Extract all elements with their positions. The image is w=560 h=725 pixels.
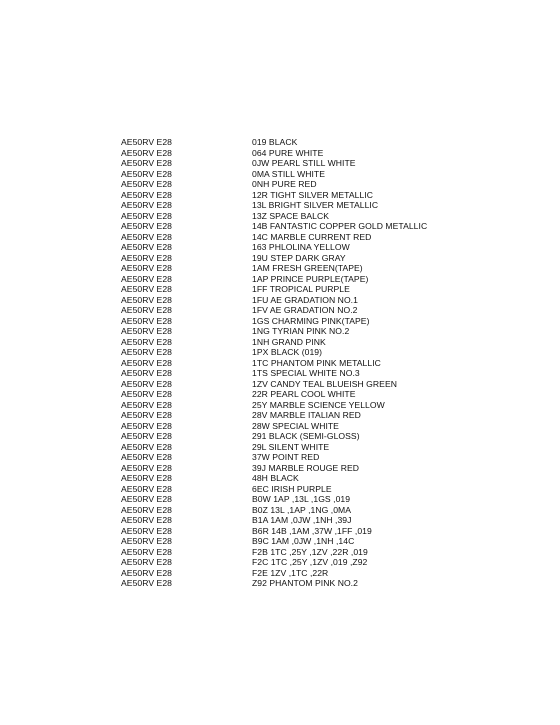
table-row bbox=[121, 211, 451, 222]
model-code-cell: AE50RV E28 bbox=[121, 284, 172, 294]
table-row bbox=[121, 158, 451, 169]
color-code-cell: 1NH GRAND PINK bbox=[252, 336, 326, 347]
color-code-cell: 1TS SPECIAL WHITE NO.3 bbox=[252, 368, 360, 378]
table-row bbox=[121, 316, 451, 327]
table-row bbox=[121, 442, 451, 453]
color-code-cell: F2C 1TC ,25Y ,1ZV ,019 ,Z92 bbox=[252, 557, 368, 567]
model-code-cell: AE50RV E28 bbox=[121, 179, 172, 189]
table-row bbox=[121, 326, 451, 337]
table-row bbox=[121, 473, 451, 484]
color-code-cell: 1FF TROPICAL PURPLE bbox=[252, 284, 350, 294]
color-code-cell: B0W 1AP ,13L ,1GS ,019 bbox=[252, 494, 351, 504]
table-row bbox=[121, 578, 451, 589]
model-code-cell: AE50RV E28 bbox=[121, 536, 172, 546]
table-row bbox=[121, 389, 451, 400]
model-code-cell: AE50RV E28 bbox=[121, 210, 172, 221]
model-code-cell: AE50RV E28 bbox=[121, 326, 172, 336]
table-row bbox=[121, 515, 451, 526]
table-row bbox=[121, 137, 451, 148]
table-row bbox=[121, 368, 451, 379]
table-row bbox=[121, 242, 451, 253]
color-code-cell: B1A 1AM ,0JW ,1NH ,39J bbox=[252, 515, 352, 525]
color-code-cell: 163 PHLOLINA YELLOW bbox=[252, 242, 350, 252]
color-code-cell: F2E 1ZV ,1TC ,22R bbox=[252, 567, 329, 578]
color-code-cell: B9C 1AM ,0JW ,1NH ,14C bbox=[252, 536, 355, 546]
model-code-cell: AE50RV E28 bbox=[121, 221, 172, 231]
model-code-cell: AE50RV E28 bbox=[121, 378, 172, 389]
color-code-cell: 48H BLACK bbox=[252, 473, 299, 483]
model-code-cell: AE50RV E28 bbox=[121, 252, 172, 263]
color-code-cell: F2B 1TC ,25Y ,1ZV ,22R ,019 bbox=[252, 546, 368, 557]
table-row bbox=[121, 505, 451, 516]
color-code-cell: 28W SPECIAL WHITE bbox=[252, 420, 339, 431]
model-code-cell: AE50RV E28 bbox=[121, 410, 172, 420]
table-row bbox=[121, 179, 451, 190]
color-code-cell: 1AP PRINCE PURPLE(TAPE) bbox=[252, 273, 369, 284]
color-code-cell: 14C MARBLE CURRENT RED bbox=[252, 231, 372, 242]
table-row bbox=[121, 358, 451, 369]
color-code-cell: B0Z 13L ,1AP ,1NG ,0MA bbox=[252, 504, 352, 515]
color-code-cell: 22R PEARL COOL WHITE bbox=[252, 389, 356, 399]
color-code-cell: 1PX BLACK (019) bbox=[252, 347, 323, 357]
table-row bbox=[121, 494, 451, 505]
table-row bbox=[121, 232, 451, 243]
color-code-cell: Z92 PHANTOM PINK NO.2 bbox=[252, 578, 358, 588]
color-code-cell: 1ZV CANDY TEAL BLUEISH GREEN bbox=[252, 378, 397, 389]
model-code-cell: AE50RV E28 bbox=[121, 452, 172, 462]
color-code-cell: 13Z SPACE BALCK bbox=[252, 210, 330, 221]
color-code-cell: 19U STEP DARK GRAY bbox=[252, 252, 346, 263]
model-code-cell: AE50RV E28 bbox=[121, 158, 172, 168]
table-row bbox=[121, 284, 451, 295]
color-code-cell: 6EC IRISH PURPLE bbox=[252, 483, 332, 494]
color-code-cell: 1NG TYRIAN PINK NO.2 bbox=[252, 326, 350, 336]
model-code-cell: AE50RV E28 bbox=[121, 347, 172, 357]
color-code-cell: 37W POINT RED bbox=[252, 452, 320, 462]
table-row bbox=[121, 274, 451, 285]
color-code-cell: 291 BLACK (SEMI-GLOSS) bbox=[252, 431, 360, 441]
model-code-cell: AE50RV E28 bbox=[121, 368, 172, 378]
table-row bbox=[121, 568, 451, 579]
model-code-cell: AE50RV E28 bbox=[121, 567, 172, 578]
table-row bbox=[121, 526, 451, 537]
table-row bbox=[121, 263, 451, 274]
color-code-cell: 0NH PURE RED bbox=[252, 179, 317, 189]
table-row bbox=[121, 557, 451, 568]
table-row bbox=[121, 431, 451, 442]
color-code-cell: 1AM FRESH GREEN(TAPE) bbox=[252, 263, 363, 273]
color-code-cell: 1GS CHARMING PINK(TAPE) bbox=[252, 315, 370, 326]
model-code-cell: AE50RV E28 bbox=[121, 336, 172, 347]
model-code-cell: AE50RV E28 bbox=[121, 441, 172, 452]
table-row bbox=[121, 400, 451, 411]
model-code-cell: AE50RV E28 bbox=[121, 389, 172, 399]
color-code-cell: B6R 14B ,1AM ,37W ,1FF ,019 bbox=[252, 525, 372, 536]
model-code-cell: AE50RV E28 bbox=[121, 168, 172, 179]
table-row bbox=[121, 169, 451, 180]
model-code-cell: AE50RV E28 bbox=[121, 137, 172, 147]
table-row bbox=[121, 484, 451, 495]
model-code-cell: AE50RV E28 bbox=[121, 420, 172, 431]
table-row bbox=[121, 379, 451, 390]
model-code-cell: AE50RV E28 bbox=[121, 483, 172, 494]
color-code-cell: 1FU AE GRADATION NO.1 bbox=[252, 294, 358, 305]
model-code-cell: AE50RV E28 bbox=[121, 147, 172, 158]
model-code-cell: AE50RV E28 bbox=[121, 231, 172, 242]
table-row bbox=[121, 452, 451, 463]
table-row bbox=[121, 148, 451, 159]
table-row bbox=[121, 221, 451, 232]
model-code-cell: AE50RV E28 bbox=[121, 242, 172, 252]
color-code-cell: 29L SILENT WHITE bbox=[252, 441, 330, 452]
table-row bbox=[121, 295, 451, 306]
table-row bbox=[121, 305, 451, 316]
table-row bbox=[121, 421, 451, 432]
model-code-cell: AE50RV E28 bbox=[121, 515, 172, 525]
model-code-cell: AE50RV E28 bbox=[121, 273, 172, 284]
color-code-cell: 12R TIGHT SILVER METALLIC bbox=[252, 189, 373, 200]
model-code-cell: AE50RV E28 bbox=[121, 315, 172, 326]
model-code-cell: AE50RV E28 bbox=[121, 200, 172, 210]
model-code-cell: AE50RV E28 bbox=[121, 431, 172, 441]
model-code-cell: AE50RV E28 bbox=[121, 473, 172, 483]
color-code-cell: 064 PURE WHITE bbox=[252, 147, 324, 158]
model-code-cell: AE50RV E28 bbox=[121, 399, 172, 410]
table-row bbox=[121, 190, 451, 201]
table-row bbox=[121, 200, 451, 211]
table-row bbox=[121, 337, 451, 348]
model-code-cell: AE50RV E28 bbox=[121, 557, 172, 567]
model-code-cell: AE50RV E28 bbox=[121, 462, 172, 473]
table-row bbox=[121, 536, 451, 547]
model-code-cell: AE50RV E28 bbox=[121, 357, 172, 368]
color-code-cell: 1FV AE GRADATION NO.2 bbox=[252, 305, 358, 315]
model-code-cell: AE50RV E28 bbox=[121, 494, 172, 504]
model-code-cell: AE50RV E28 bbox=[121, 294, 172, 305]
color-code-cell: 25Y MARBLE SCIENCE YELLOW bbox=[252, 399, 385, 410]
model-code-cell: AE50RV E28 bbox=[121, 263, 172, 273]
table-row bbox=[121, 410, 451, 421]
color-code-cell: 019 BLACK bbox=[252, 137, 298, 147]
model-code-cell: AE50RV E28 bbox=[121, 525, 172, 536]
model-code-cell: AE50RV E28 bbox=[121, 305, 172, 315]
color-code-cell: 0MA STILL WHITE bbox=[252, 168, 326, 179]
color-code-table bbox=[121, 137, 451, 589]
color-code-cell: 13L BRIGHT SILVER METALLIC bbox=[252, 200, 379, 210]
color-code-cell: 0JW PEARL STILL WHITE bbox=[252, 158, 356, 168]
color-code-cell: 28V MARBLE ITALIAN RED bbox=[252, 410, 361, 420]
table-row bbox=[121, 347, 451, 358]
model-code-cell: AE50RV E28 bbox=[121, 504, 172, 515]
model-code-cell: AE50RV E28 bbox=[121, 578, 172, 588]
table-row bbox=[121, 547, 451, 558]
model-code-cell: AE50RV E28 bbox=[121, 546, 172, 557]
color-code-cell: 14B FANTASTIC COPPER GOLD METALLIC bbox=[252, 221, 428, 231]
color-code-cell: 39J MARBLE ROUGE RED bbox=[252, 462, 360, 473]
table-row bbox=[121, 253, 451, 264]
color-code-cell: 1TC PHANTOM PINK METALLIC bbox=[252, 357, 381, 368]
table-row bbox=[121, 463, 451, 474]
model-code-cell: AE50RV E28 bbox=[121, 189, 172, 200]
